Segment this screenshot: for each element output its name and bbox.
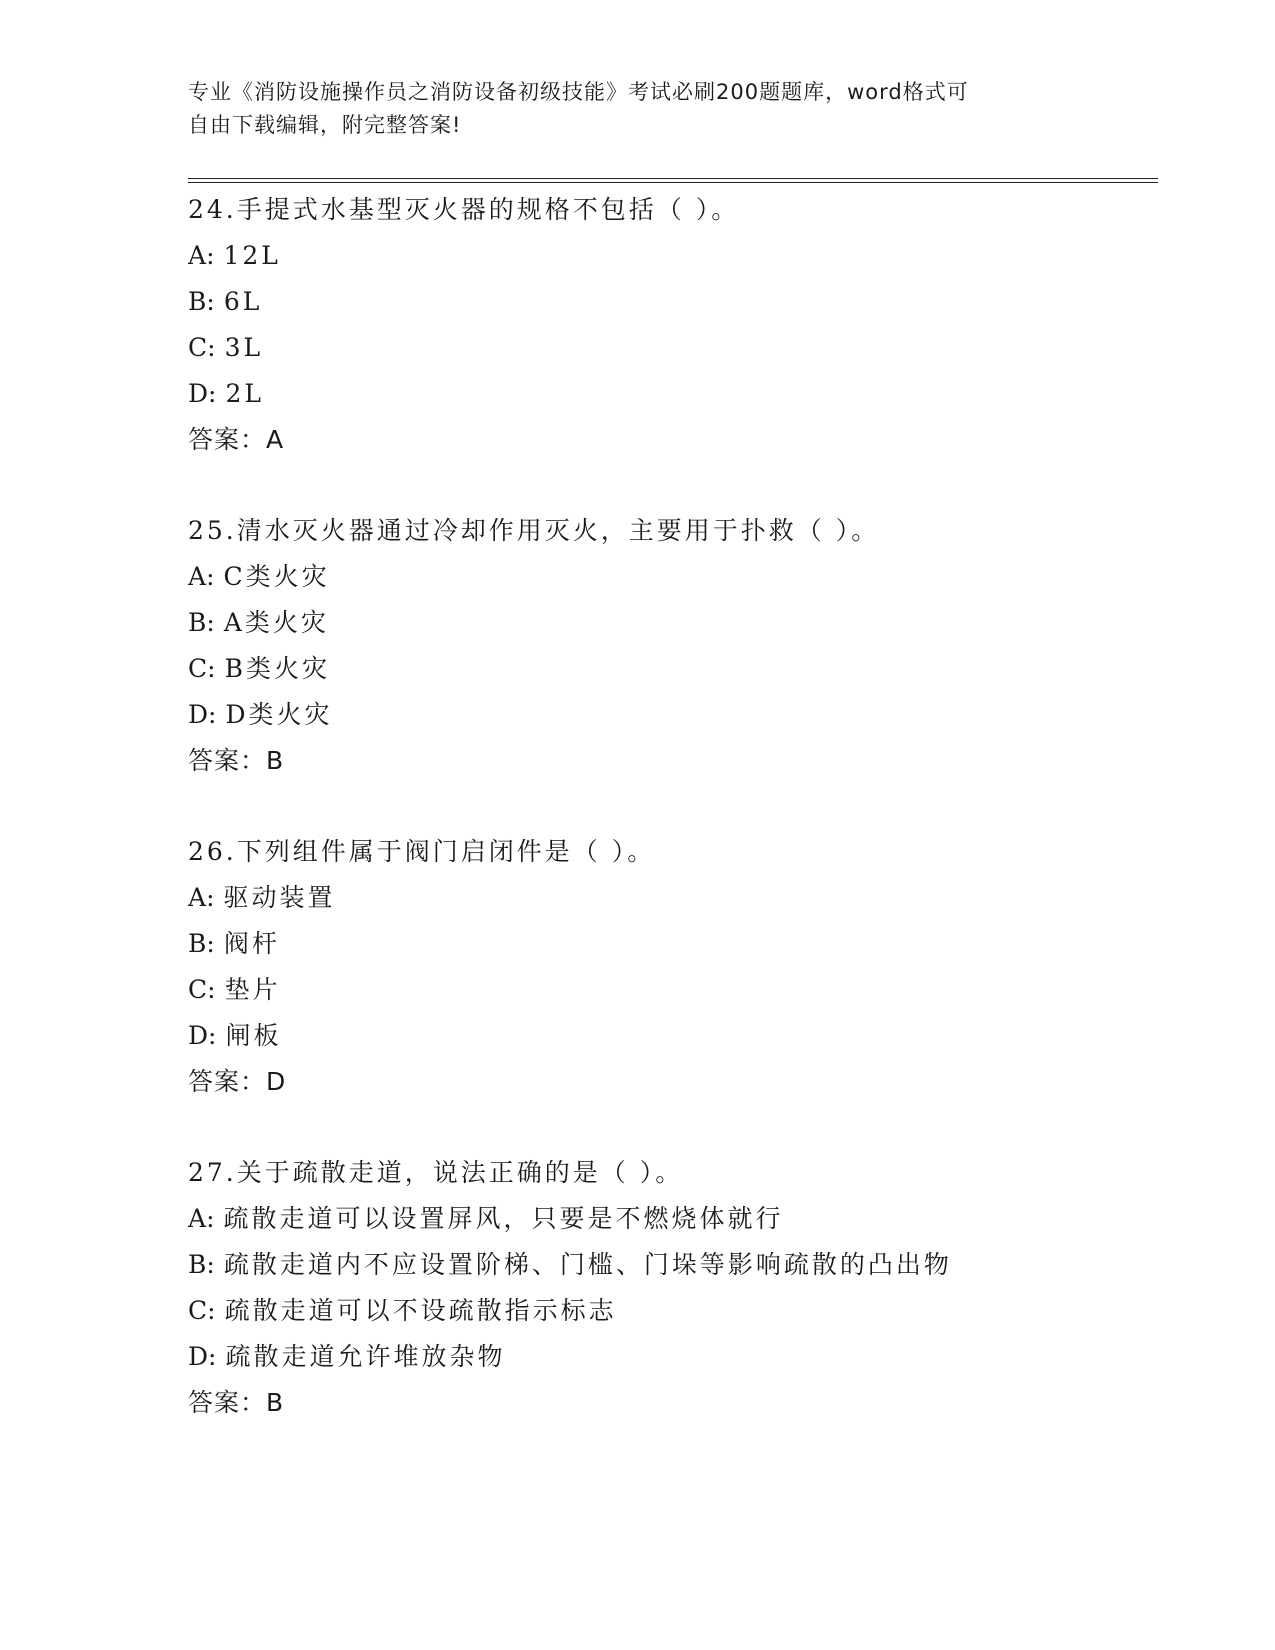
option-text: 驱动装置 xyxy=(223,883,336,912)
option-c xyxy=(188,646,1188,692)
option-separator: : xyxy=(207,333,219,362)
option-d xyxy=(188,692,1188,738)
option-letter: D xyxy=(188,1021,209,1050)
option-separator: : xyxy=(207,654,219,683)
question-stem: 26.下列组件属于阀门启闭件是（ ）。 xyxy=(188,837,656,866)
option-separator: : xyxy=(207,1296,219,1325)
header-divider-bottom xyxy=(188,182,1158,183)
option-separator: : xyxy=(206,1204,218,1233)
question-stem: 27.关于疏散走道，说法正确的是（ ）。 xyxy=(188,1158,684,1187)
option-text: 12L xyxy=(223,241,281,270)
option-letter: A xyxy=(188,883,207,912)
question-stem: 24.手提式水基型灭火器的规格不包括（ ）。 xyxy=(188,195,740,224)
option-letter: C xyxy=(188,654,208,683)
option-letter: C xyxy=(188,1296,208,1325)
option-text: 疏散走道可以设置屏风，只要是不燃烧体就行 xyxy=(223,1204,784,1233)
option-separator: : xyxy=(206,929,218,958)
option-b xyxy=(188,921,1188,967)
option-separator: : xyxy=(208,1342,220,1371)
option-separator: : xyxy=(206,241,218,270)
option-letter: B xyxy=(188,287,207,316)
option-a xyxy=(188,875,1188,921)
option-text: 闸板 xyxy=(225,1021,282,1050)
option-separator: : xyxy=(206,1250,218,1279)
option-c xyxy=(188,1288,1188,1334)
option-letter: B xyxy=(188,608,207,637)
option-letter: A xyxy=(188,241,207,270)
question-stem: 25.清水灭火器通过冷却作用灭火，主要用于扑救（ ）。 xyxy=(188,516,880,545)
option-text: D类火灾 xyxy=(225,700,333,729)
option-text: 3L xyxy=(224,333,264,362)
header-line-1: 专业《消防设施操作员之消防设备初级技能》考试必刷200题题库，word格式可 xyxy=(188,80,969,104)
option-separator: : xyxy=(206,562,218,591)
question-block xyxy=(188,829,1188,1105)
option-text: B类火灾 xyxy=(224,654,330,683)
answer-line: 答案：B xyxy=(188,1388,285,1417)
header-line-2: 自由下载编辑，附完整答案! xyxy=(188,113,462,137)
option-letter: D xyxy=(188,1342,209,1371)
option-b xyxy=(188,1242,1188,1288)
option-text: 疏散走道内不应设置阶梯、门槛、门垛等影响疏散的凸出物 xyxy=(223,1250,952,1279)
option-b xyxy=(188,279,1188,325)
option-a xyxy=(188,554,1188,600)
header-divider-top xyxy=(188,178,1158,179)
answer-line: 答案：A xyxy=(188,425,285,454)
option-text: 阀杆 xyxy=(223,929,280,958)
option-separator: : xyxy=(208,1021,220,1050)
option-b xyxy=(188,600,1188,646)
option-letter: D xyxy=(188,700,209,729)
option-separator: : xyxy=(206,608,218,637)
option-d xyxy=(188,1334,1188,1380)
question-block xyxy=(188,508,1188,784)
option-text: 6L xyxy=(223,287,263,316)
option-c xyxy=(188,967,1188,1013)
option-text: 2L xyxy=(225,379,264,408)
option-a xyxy=(188,1196,1188,1242)
option-c xyxy=(188,325,1188,371)
option-letter: B xyxy=(188,929,207,958)
option-text: 垫片 xyxy=(224,975,281,1004)
option-letter: C xyxy=(188,333,208,362)
option-separator: : xyxy=(207,975,219,1004)
option-separator: : xyxy=(206,287,218,316)
option-text: C类火灾 xyxy=(223,562,330,591)
answer-line: 答案：B xyxy=(188,746,285,775)
answer-line: 答案：D xyxy=(188,1067,287,1096)
option-letter: A xyxy=(188,1204,207,1233)
option-letter: D xyxy=(188,379,209,408)
option-d xyxy=(188,371,1188,417)
option-letter: A xyxy=(188,562,207,591)
option-separator: : xyxy=(208,700,220,729)
question-block xyxy=(188,1150,1188,1426)
option-text: A类火灾 xyxy=(223,608,329,637)
option-separator: : xyxy=(206,883,218,912)
question-block xyxy=(188,187,1188,463)
option-separator: : xyxy=(208,379,220,408)
document-header xyxy=(188,76,1088,142)
option-text: 疏散走道允许堆放杂物 xyxy=(225,1342,506,1371)
option-text: 疏散走道可以不设疏散指示标志 xyxy=(224,1296,617,1325)
option-d xyxy=(188,1013,1188,1059)
option-a xyxy=(188,233,1188,279)
option-letter: C xyxy=(188,975,208,1004)
option-letter: B xyxy=(188,1250,207,1279)
